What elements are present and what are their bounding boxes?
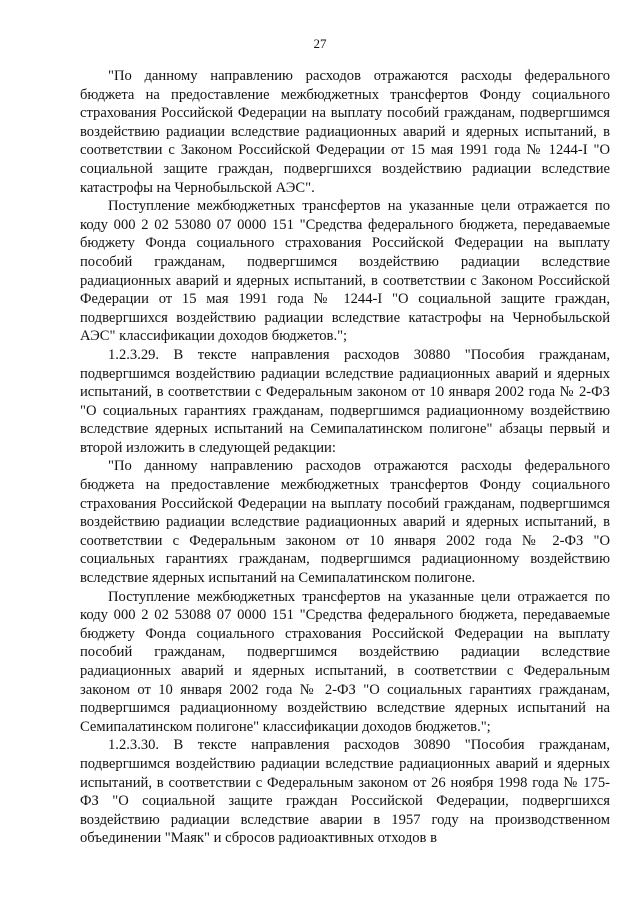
page-number: 27 (313, 36, 327, 51)
paragraph-item-1-2-3-30: 1.2.3.30. В тексте направления расходов 30890 "Пособия гражданам, подвергшимся воздействию радиации вследствие радиационных аварий и ядерных испытаний, в соответствии с Федеральным законом от 26 ноября 1998 года № 175-ФЗ "О социальной защите граждан Российской Федерации, подвергшихся воздействию радиации вследствие аварии в 1957 году на производственном объединении "Маяк" и сбросов радиоактивных отходов в (80, 737, 610, 847)
paragraph-transfer-code: Поступление межбюджетных трансфертов на указанные цели отражается по коду 000 2 02 53080 07 0000 151 "Средства федерального бюджета, передаваемые бюджету Фонда социального страхования Российской Федерации на выплату пособий гражданам, подвергшимся воздействию радиации вследствие радиационных аварий и ядерных испытаний, в соответствии с Законом Российской Федерации от 15 мая 1991 года № 1244-I "О социальной защите граждан, подвергшихся воздействию радиации вследствие катастрофы на Чернобыльской АЭС" классификации доходов бюджетов."; (80, 198, 610, 345)
paragraph-item-1-2-3-29: 1.2.3.29. В тексте направления расходов 30880 "Пособия гражданам, подвергшимся воздействию радиации вследствие радиационных аварий и ядерных испытаний, в соответствии с Федеральным законом от 10 января 2002 года № 2-ФЗ "О социальных гарантиях гражданам, подвергшимся радиационному воздействию вследствие ядерных испытаний на Семипалатинском полигоне" абзацы первый и второй изложить в следующей редакции: (80, 346, 610, 456)
paragraph-new-wording: "По данному направлению расходов отражаются расходы федерального бюджета на предоставление межбюджетных трансфертов Фонду социального страхования Российской Федерации на выплату пособий гражданам, подвергшимся воздействию радиации вследствие радиационных аварий и ядерных испытаний, в соответствии с Федеральным законом от 10 января 2002 года № 2-ФЗ "О социальных гарантиях гражданам, подвергшимся радиационному воздействию вследствие ядерных испытаний на Семипалатинском полигоне. (80, 458, 610, 587)
paragraph-expenditure-description: "По данному направлению расходов отражаются расходы федерального бюджета на предоставление межбюджетных трансфертов Фонду социального страхования Российской Федерации на выплату пособий гражданам, подвергшимся воздействию радиации вследствие радиационных аварий и ядерных испытаний, в соответствии с Законом Российской Федерации от 15 мая 1991 года № 1244-I "О социальной защите граждан, подвергшихся воздействию радиации вследствие катастрофы на Чернобыльской АЭС". (80, 68, 610, 196)
paragraph-transfer-code-2: Поступление межбюджетных трансфертов на указанные цели отражается по коду 000 2 02 53088 07 0000 151 "Средства федерального бюджета, передаваемые бюджету Фонда социального страхования Российской Федерации на выплату пособий гражданам, подвергшимся воздействию радиации вследствие радиационных аварий и ядерных испытаний, в соответствии с Федеральным законом от 10 января 2002 года № 2-ФЗ "О социальных гарантиях гражданам, подвергшимся радиационному воздействию вследствие ядерных испытаний на Семипалатинском полигоне" классификации доходов бюджетов."; (80, 588, 610, 735)
document-body (80, 67, 610, 848)
